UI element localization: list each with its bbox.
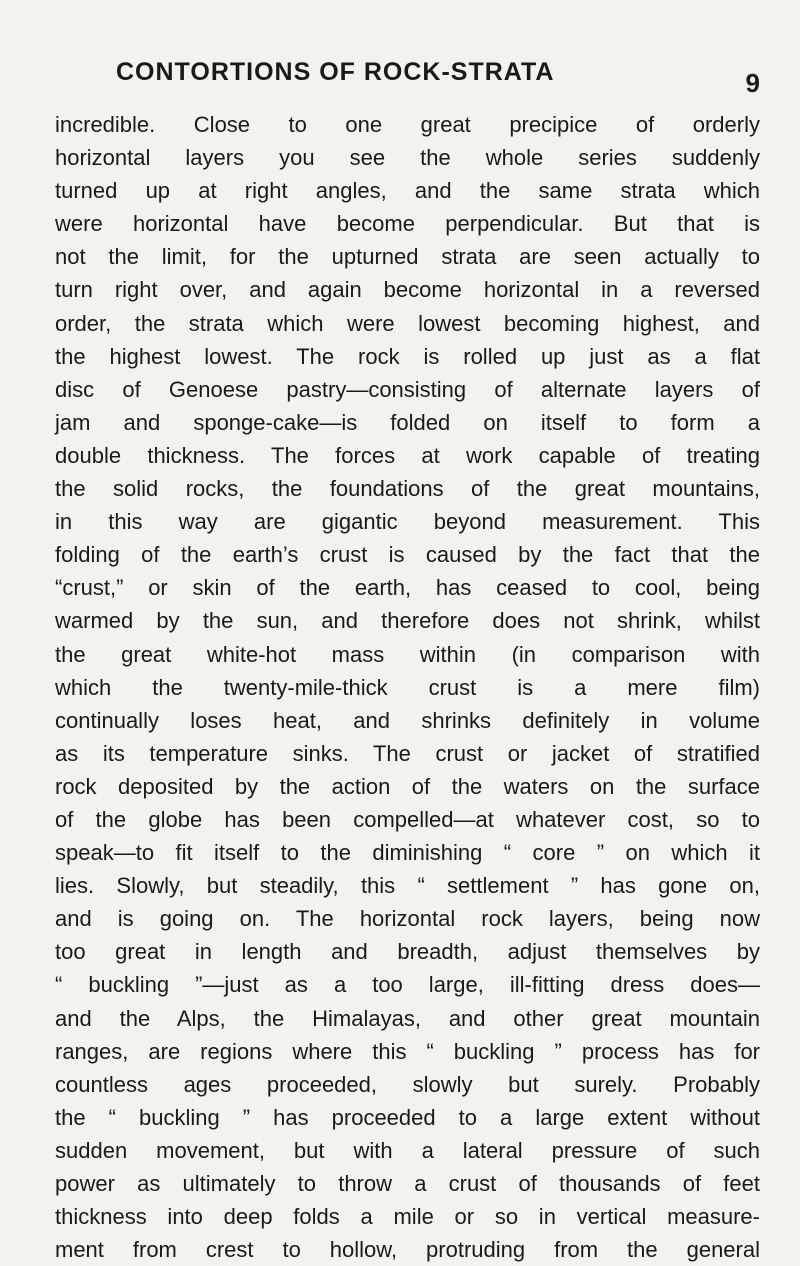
text-line: turn right over, and again become horizontal in a reversed [55,277,760,303]
text-line: which the twenty-mile-thick crust is a mere film) [55,674,760,700]
text-line: ranges, are regions where this “ buckling ” process has for [55,1038,760,1064]
text-line: power as ultimately to throw a crust of thousands of feet [55,1171,760,1196]
text-line: sudden movement, but with a lateral pressure of such [55,1137,760,1163]
running-title: CONTORTIONS OF ROCK-STRATA [116,58,555,86]
text-line: incredible. Close to one great precipice of orderly [55,112,760,137]
text-line: not the limit, for the upturned strata are seen actually to [55,244,760,270]
text-line: countless ages proceeded, slowly but surely. Probably [55,1071,760,1097]
text-line: and is going on. The horizontal rock layers, being now [55,906,760,932]
text-line: as its temperature sinks. The crust or jacket of stratified [55,740,760,766]
text-line: disc of Genoese pastry—consisting of alternate layers of [55,376,760,402]
text-line: continually loses heat, and shrinks definitely in volume [55,707,760,733]
text-line: “crust,” or skin of the earth, has ceased to cool, being [55,575,760,601]
text-line: in this way are gigantic beyond measurement. This [55,509,760,535]
text-line: the highest lowest. The rock is rolled up just as a flat [55,343,760,369]
body-paragraph [55,108,760,1266]
text-line: speak—to fit itself to the diminishing “ core ” on which it [55,840,760,866]
text-line: the “ buckling ” has proceeded to a large extent without [55,1104,760,1130]
text-line: the solid rocks, the foundations of the great mountains, [55,476,760,502]
page-number: 9 [745,68,760,98]
text-line: too great in length and breadth, adjust themselves by [55,939,760,965]
text-line: folding of the earth’s crust is caused by the fact that the [55,542,760,568]
text-line: warmed by the sun, and therefore does not shrink, whilst [55,608,760,634]
text-line: double thickness. The forces at work capable of treating [55,442,760,468]
text-line: and the Alps, the Himalayas, and other great mountain [55,1005,760,1031]
text-line: rock deposited by the action of the waters on the surface [55,773,760,799]
text-line: the great white-hot mass within (in comparison with [55,641,760,667]
text-line: turned up at right angles, and the same strata which [55,178,760,204]
text-line: thickness into deep folds a mile or so in vertical measure- [55,1204,760,1230]
text-line: jam and sponge-cake—is folded on itself to form a [55,409,760,435]
text-line: horizontal layers you see the whole series suddenly [55,145,760,171]
text-line: ment from crest to hollow, protruding from the general [55,1237,760,1263]
running-head [100,58,760,98]
text-line: were horizontal have become perpendicular. But that is [55,211,760,237]
text-line: lies. Slowly, but steadily, this “ settlement ” has gone on, [55,873,760,899]
text-line: order, the strata which were lowest becoming highest, and [55,310,760,336]
text-line: of the globe has been compelled—at whatever cost, so to [55,806,760,832]
text-line: “ buckling ”—just as a too large, ill-fitting dress does— [55,972,760,998]
